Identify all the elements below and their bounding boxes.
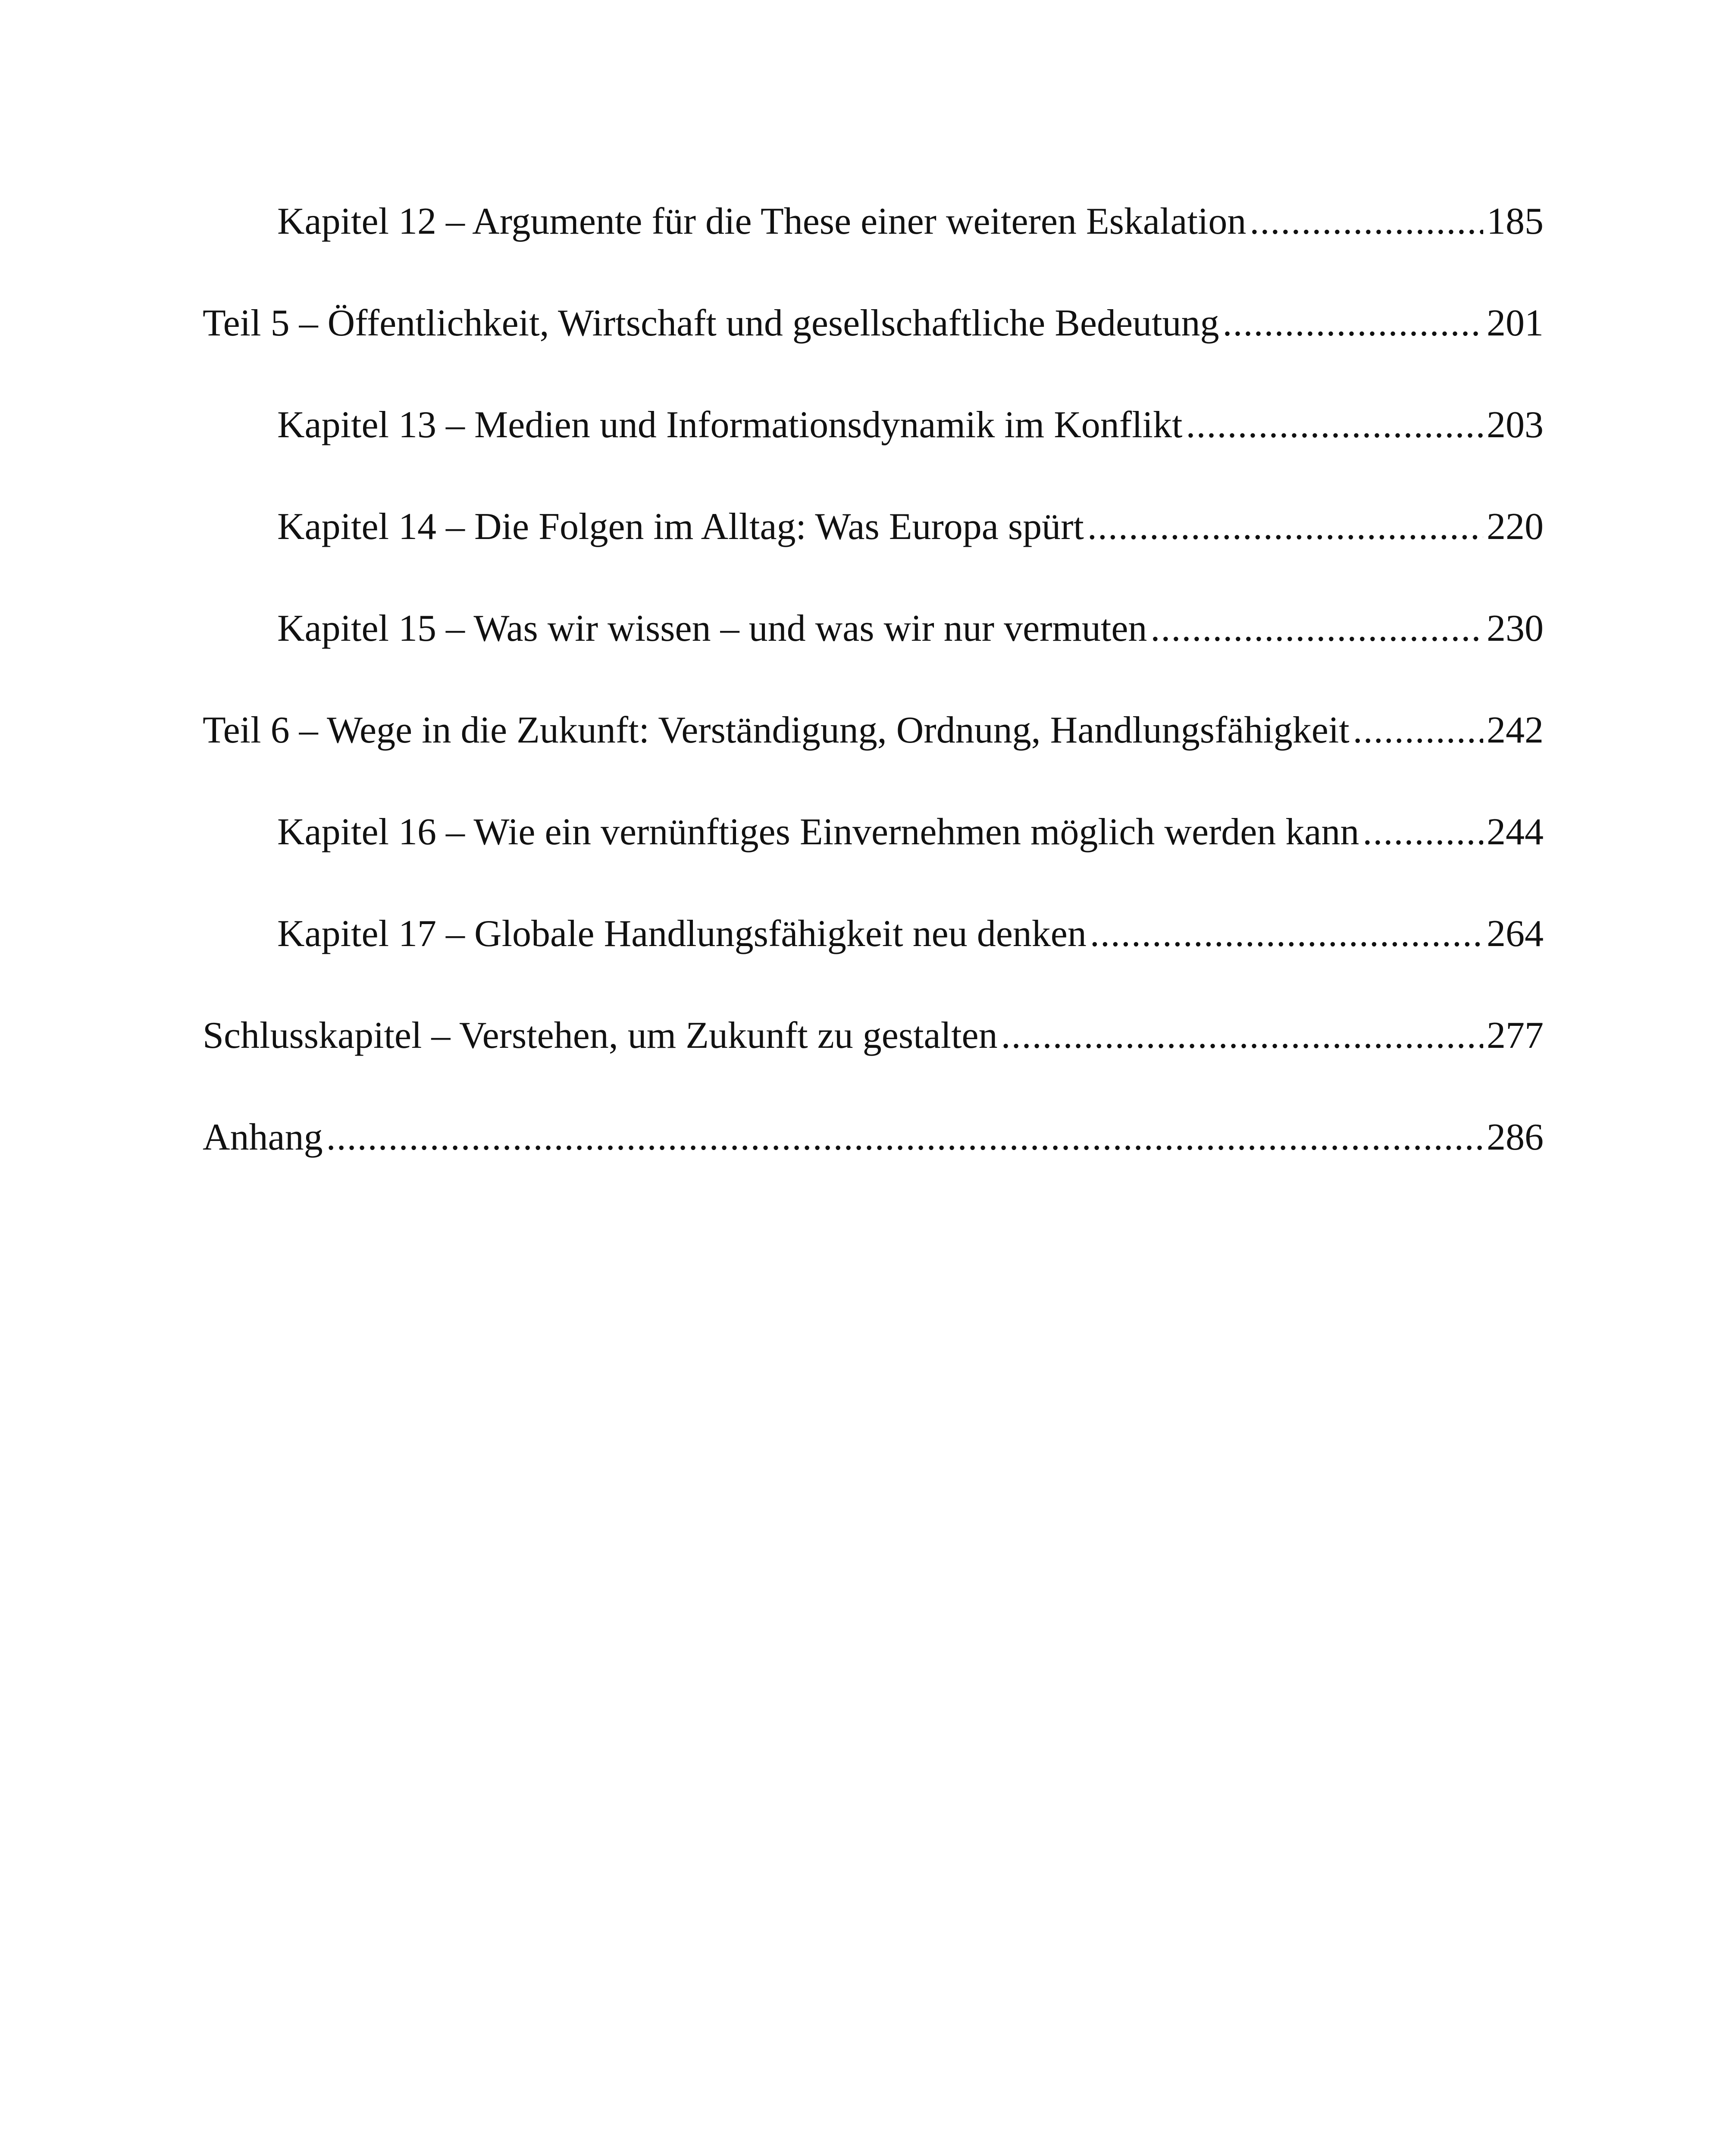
toc-entry-title: Kapitel 12 – Argumente für die These einer weiteren Eskalation: [277, 203, 1247, 242]
toc-dot-leader: [326, 1119, 1483, 1156]
toc-dot-leader: [1250, 203, 1483, 241]
toc-entry-title: Teil 6 – Wege in die Zukunft: Verständigung, Ordnung, Handlungsfähigkeit: [203, 711, 1350, 751]
toc-dot-leader: [1090, 915, 1483, 953]
toc-entry-title: Kapitel 17 – Globale Handlungsfähigkeit neu denken: [277, 915, 1087, 955]
toc-entry-title: Teil 5 – Öffentlichkeit, Wirtschaft und gesellschaftliche Bedeutung: [203, 304, 1219, 344]
toc-dot-leader: [1150, 610, 1483, 648]
toc-page-number: 244: [1487, 813, 1544, 853]
toc-page-number: 286: [1487, 1119, 1544, 1158]
toc-entry-kapitel-17[interactable]: [203, 915, 1544, 1017]
toc-page-number: 201: [1487, 304, 1544, 344]
table-of-contents: [203, 203, 1544, 1220]
toc-entry-title: Schlusskapitel – Verstehen, um Zukunft zu gestalten: [203, 1017, 998, 1056]
toc-page-number: 264: [1487, 915, 1544, 955]
toc-dot-leader: [1353, 711, 1483, 749]
toc-entry-title: Kapitel 14 – Die Folgen im Alltag: Was Europa spürt: [277, 508, 1084, 548]
toc-entry-anhang[interactable]: [203, 1119, 1544, 1220]
toc-entry-schlusskapitel[interactable]: [203, 1017, 1544, 1119]
toc-entry-teil-5[interactable]: [203, 304, 1544, 406]
toc-entry-kapitel-14[interactable]: [203, 508, 1544, 610]
toc-entry-title: Kapitel 15 – Was wir wissen – und was wir nur vermuten: [277, 610, 1147, 649]
toc-page-number: 230: [1487, 610, 1544, 649]
toc-entry-title: Anhang: [203, 1119, 323, 1158]
toc-entry-kapitel-16[interactable]: [203, 813, 1544, 915]
toc-dot-leader: [1222, 304, 1483, 342]
toc-page-number: 203: [1487, 406, 1544, 446]
toc-entry-title: Kapitel 13 – Medien und Informationsdynamik im Konflikt: [277, 406, 1183, 446]
toc-entry-title: Kapitel 16 – Wie ein vernünftiges Einvernehmen möglich werden kann: [277, 813, 1359, 853]
toc-entry-kapitel-15[interactable]: [203, 610, 1544, 711]
toc-dot-leader: [1362, 813, 1483, 851]
toc-dot-leader: [1087, 508, 1483, 546]
toc-page-number: 277: [1487, 1017, 1544, 1056]
toc-entry-kapitel-12[interactable]: [203, 203, 1544, 304]
toc-dot-leader: [1001, 1017, 1483, 1055]
toc-entry-teil-6[interactable]: [203, 711, 1544, 813]
toc-page-number: 220: [1487, 508, 1544, 548]
toc-entry-kapitel-13[interactable]: [203, 406, 1544, 508]
toc-page-number: 242: [1487, 711, 1544, 751]
toc-page-number: 185: [1487, 203, 1544, 242]
toc-dot-leader: [1186, 406, 1483, 444]
